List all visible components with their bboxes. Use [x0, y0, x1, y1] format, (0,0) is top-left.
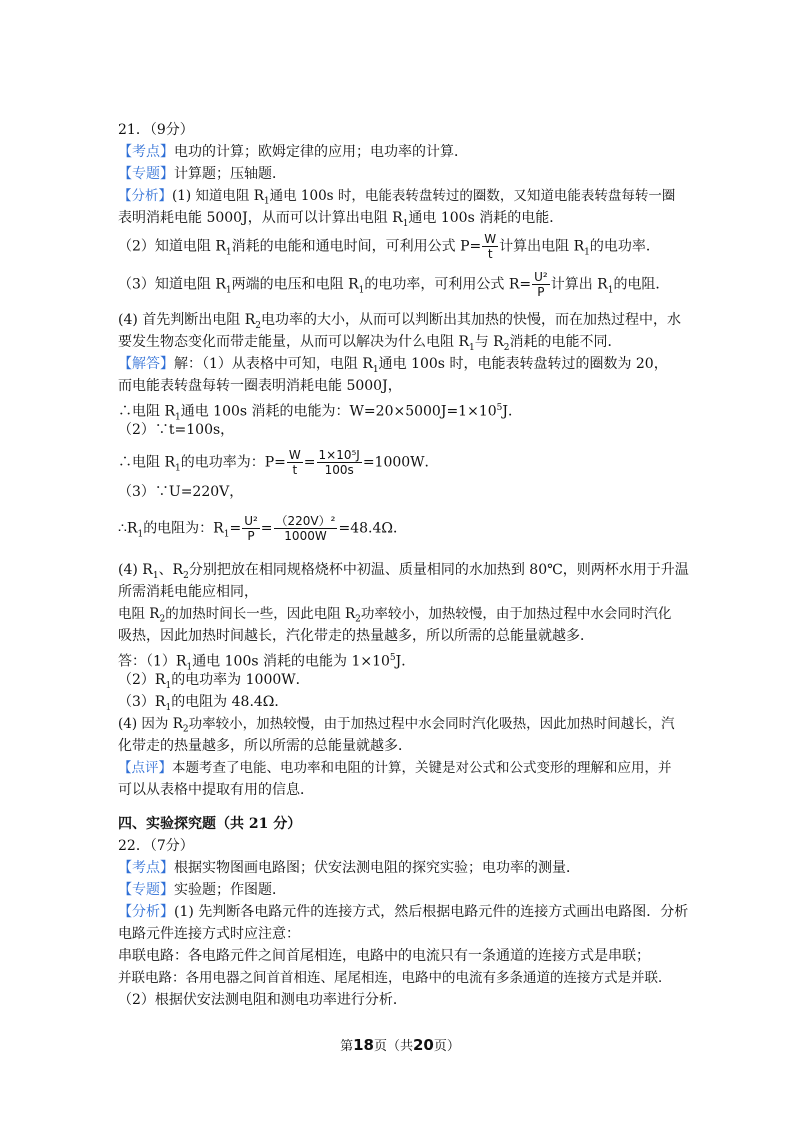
q22-fenxi-1b: 电路元件连接方式时应注意： [118, 926, 300, 942]
q21-fenxi-3: （3）知道电阻 $R_1$两端的电压和电阻 $R_1$的电功率，可利用公式 R= $\frac{\text{U²}}{P}$ 计算出 $R_1$的电阻． [118, 270, 670, 299]
q21-dianping-2: 可以从表格中提取有用的信息． [118, 782, 314, 798]
q21-fenxi-1b: 表明消耗电能 5000J，从而可以计算出电阻 $R_1$通电 100s 消耗的电能． [118, 210, 564, 229]
formula-p-w-t: $\frac{W}{t}$ [288, 448, 301, 477]
q22-zhuanti: 【专题】实验题；作图题． [118, 882, 286, 898]
q22-fenxi-3: 并联电路：各用电器之间首首相连、尾尾相连，电路中的电流有多条通道的连接方式是并联． [118, 970, 672, 986]
dianping-tag: 【点评】 [118, 760, 172, 776]
q22-head: 22．（7分） [118, 838, 194, 854]
q21-jieda-3: （3）∵U=220V， [118, 484, 244, 500]
zhuanti-tag: 【专题】 [118, 882, 174, 898]
q21-fenxi-4: (4) 首先判断出电阻 $R_2$电功率的大小，从而可以判断出其加热的快慢，而在加热过程中，水 [118, 312, 682, 331]
q21-answer-3: $(3)R_1$的电阻为 48.4Ω． [118, 694, 289, 713]
q21-jieda-2: （2）∵t=100s， [118, 422, 235, 438]
section-title: 四、实验探究题（共 21 分） [118, 816, 302, 832]
q21-kaodian: 【考点】电功的计算；欧姆定律的应用；电功率的计算． [118, 144, 468, 160]
fenxi-tag: 【分析】 [118, 904, 174, 920]
q21-answer-4b: 化带走的热量越多，所以所需的总能量就越多． [118, 738, 412, 754]
formula-r-u2-p: $\frac{\text{U²}}{P}$ [244, 514, 258, 543]
q21-jieda-4: (4) $R_1$、$R_2$分别把放在相同规格烧杯中初温、质量相同的水加热到 80℃，则两杯水用于升温 [118, 562, 689, 581]
formula-r-value: $\frac{\text{（220V）²}}{1000W}$ [275, 514, 336, 543]
q22-kaodian: 【考点】根据实物图画电路图；伏安法测电阻的探究实验；电功率的测量． [118, 860, 580, 876]
fenxi-tag: 【分析】 [118, 188, 172, 204]
q21-jieda-4c: 电阻 $R_2$的加热时间长一些，因此电阻 $R_2$功率较小，加热较慢，由于加热过程中水会同时汽化 [118, 606, 672, 625]
q21-head: 21．（9分） [118, 122, 194, 138]
q21-jieda-2b: ∴电阻 $R_1$的电功率为：P= $\frac{W}{t}$ = $\frac{\text{1×10⁵J}}{100s}$ =1000W． [118, 448, 439, 477]
page-number: 18 [353, 1036, 374, 1054]
q21-jieda-1b: 而电能表转盘每转一圈表明消耗电能 5000J， [118, 378, 402, 394]
q21-jieda-1c: ∴电阻 $R_1$通电 100s 消耗的电能为：$W=20\times 5000J=1\times 10^5J$． [118, 403, 522, 423]
q22-fenxi-1: 【分析】(1) 先判断各电路元件的连接方式，然后根据电路元件的连接方式画出电路图．分析 [118, 904, 689, 920]
q21-zhuanti: 【专题】计算题；压轴题． [118, 166, 286, 182]
kaodian-tag: 【考点】 [118, 144, 174, 160]
zhuanti-tag: 【专题】 [118, 166, 174, 182]
q21-jieda-4b: 所需消耗电能应相同， [118, 584, 258, 600]
jieda-tag: 【解答】 [118, 356, 174, 372]
page-footer: 第18页（共20页） [340, 1036, 460, 1054]
formula-w-over-t: $\frac{W}{t}$ [484, 232, 497, 261]
q21-dianping: 【点评】本题考查了电能、电功率和电阻的计算，关键是对公式和公式变形的理解和应用，并 [118, 760, 672, 776]
q21-fenxi-1: 【分析】(1) 知道电阻 $R_1$通电 100s 时，电能表转盘转过的圈数，又知道电能表转盘每转一圈 [118, 188, 676, 207]
kaodian-tag: 【考点】 [118, 860, 174, 876]
q22-fenxi-4: （2）根据伏安法测电阻和测电功率进行分析． [118, 992, 407, 1008]
q21-answer-4: (4) 因为 $R_2$功率较小，加热较慢，由于加热过程中水会同时汽化吸热，因此加热时间越长，汽 [118, 716, 675, 735]
formula-p-value: $\frac{\text{1×10⁵J}}{100s}$ [318, 448, 360, 477]
q21-jieda-1: 【解答】解：（1）从表格中可知，电阻 $R_1$通电 100s 时，电能表转盘转过的圈数为 20， [118, 356, 668, 375]
q21-fenxi-4b: 要发生物态变化而带走能量，从而可以解决为什么电阻 $R_1$与 $R_2$消耗的电能不同． [118, 334, 622, 353]
q21-answer-1: 答：$(1)R_1$通电 100s 消耗的电能为 $1\times 10^5J$． [118, 653, 416, 673]
q21-jieda-3b: $\therefore R_1$的电阻为：$R_1=$ $\frac{\text{U²}}{P}$ = $\frac{\text{（220V）²}}{1000W}$ =48.4Ω． [118, 514, 407, 543]
q21-jieda-4d: 吸热，因此加热时间越长，汽化带走的热量越多，所以所需的总能量就越多． [118, 628, 594, 644]
page-total: 20 [413, 1036, 434, 1054]
formula-u2-over-p: $\frac{\text{U²}}{P}$ [534, 270, 548, 299]
q22-fenxi-2: 串联电路：各电路元件之间首尾相连，电路中的电流只有一条通道的连接方式是串联； [118, 948, 650, 964]
q21-answer-2: $(2)R_1$的电功率为 1000W． [118, 672, 310, 691]
q21-fenxi-2: （2）知道电阻 $R_1$消耗的电能和通电时间，可利用公式 P= $\frac{W}{t}$ 计算出电阻 $R_1$的电功率． [118, 232, 660, 261]
